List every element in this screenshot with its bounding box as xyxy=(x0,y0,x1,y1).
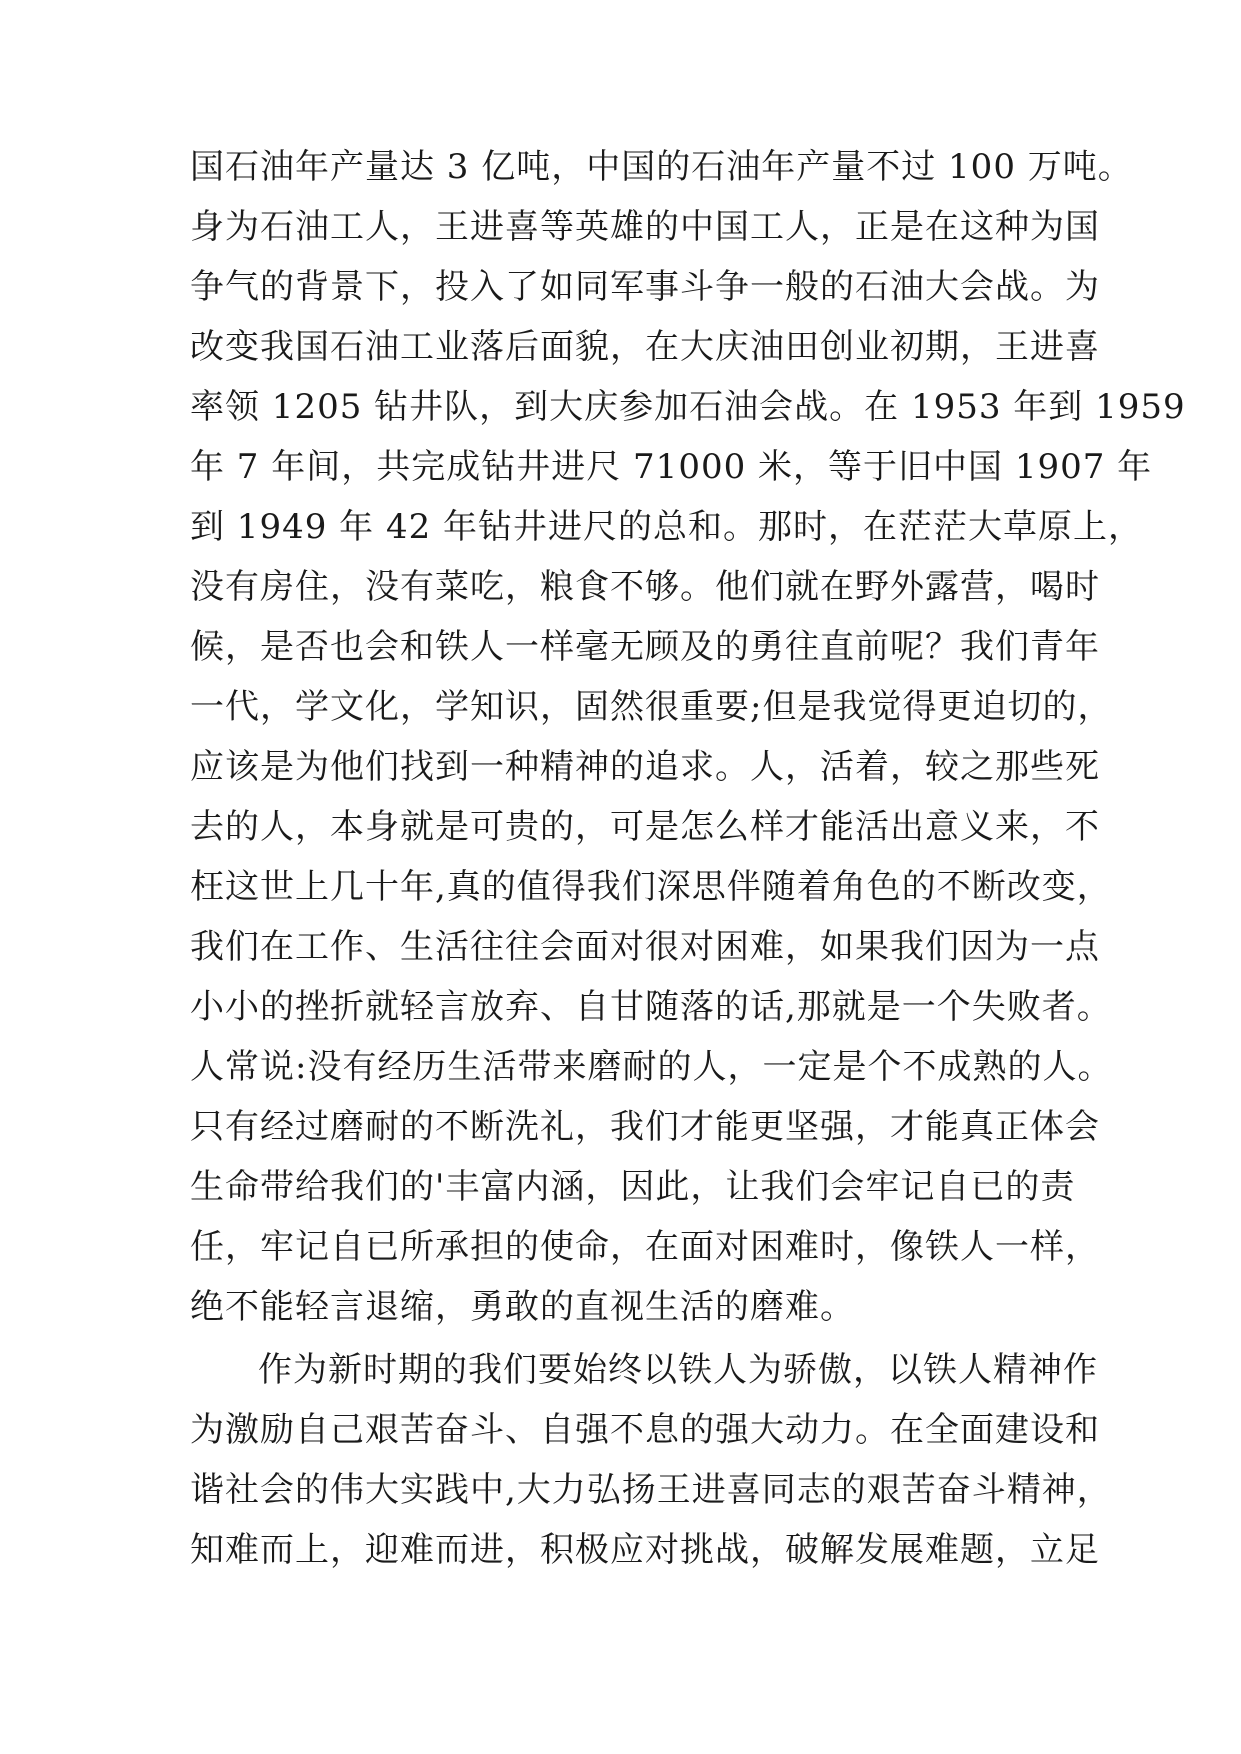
text-line: 候，是否也会和铁人一样毫无顾及的勇往直前呢？我们青年 xyxy=(190,627,1100,667)
text-line: 为激励自己艰苦奋斗、自强不息的强大动力。在全面建设和 xyxy=(190,1410,1100,1450)
text-line: 只有经过磨耐的不断洗礼，我们才能更坚强，才能真正体会 xyxy=(190,1107,1100,1147)
text-line: 小小的挫折就轻言放弃、自甘随落的话,那就是一个失败者。 xyxy=(190,987,1112,1027)
text-line: 没有房住，没有菜吃，粮食不够。他们就在野外露营，喝时 xyxy=(190,567,1100,607)
text-line: 国石油年产量达 3 亿吨，中国的石油年产量不过 100 万吨。 xyxy=(190,147,1133,187)
text-line: 去的人，本身就是可贵的，可是怎么样才能活出意义来，不 xyxy=(190,807,1100,847)
text-line: 争气的背景下，投入了如同军事斗争一般的石油大会战。为 xyxy=(190,267,1100,307)
text-line: 任，牢记自已所承担的使命，在面对困难时，像铁人一样， xyxy=(190,1227,1100,1267)
text-line: 年 7 年间，共完成钻井进尺 71000 米，等于旧中国 1907 年 xyxy=(190,447,1153,487)
text-line: 我们在工作、生活往往会面对很对困难，如果我们因为一点 xyxy=(190,927,1100,967)
text-line: 身为石油工人，王进喜等英雄的中国工人，正是在这种为国 xyxy=(190,207,1100,247)
text-line: 生命带给我们的'丰富内涵，因此，让我们会牢记自已的责 xyxy=(190,1167,1076,1207)
text-line: 知难而上，迎难而进，积极应对挑战，破解发展难题，立足 xyxy=(190,1530,1100,1570)
text-line: 枉这世上几十年,真的值得我们深思伴随着角色的不断改变， xyxy=(190,867,1112,907)
text-line: 作为新时期的我们要始终以铁人为骄傲，以铁人精神作 xyxy=(258,1350,1098,1390)
text-line: 一代，学文化，学知识，固然很重要;但是我觉得更迫切的， xyxy=(190,687,1113,727)
text-line: 绝不能轻言退缩，勇敢的直视生活的磨难。 xyxy=(190,1287,855,1327)
text-line: 人常说:没有经历生活带来磨耐的人，一定是个不成熟的人。 xyxy=(190,1047,1113,1087)
text-line: 率领 1205 钻井队，到大庆参加石油会战。在 1953 年到 1959 xyxy=(190,387,1186,427)
text-line: 谐社会的伟大实践中,大力弘扬王进喜同志的艰苦奋斗精神， xyxy=(190,1470,1112,1510)
text-line: 到 1949 年 42 年钻井进尺的总和。那时，在茫茫大草原上， xyxy=(190,507,1144,547)
text-line: 改变我国石油工业落后面貌，在大庆油田创业初期，王进喜 xyxy=(190,327,1100,367)
text-line: 应该是为他们找到一种精神的追求。人，活着，较之那些死 xyxy=(190,747,1100,787)
